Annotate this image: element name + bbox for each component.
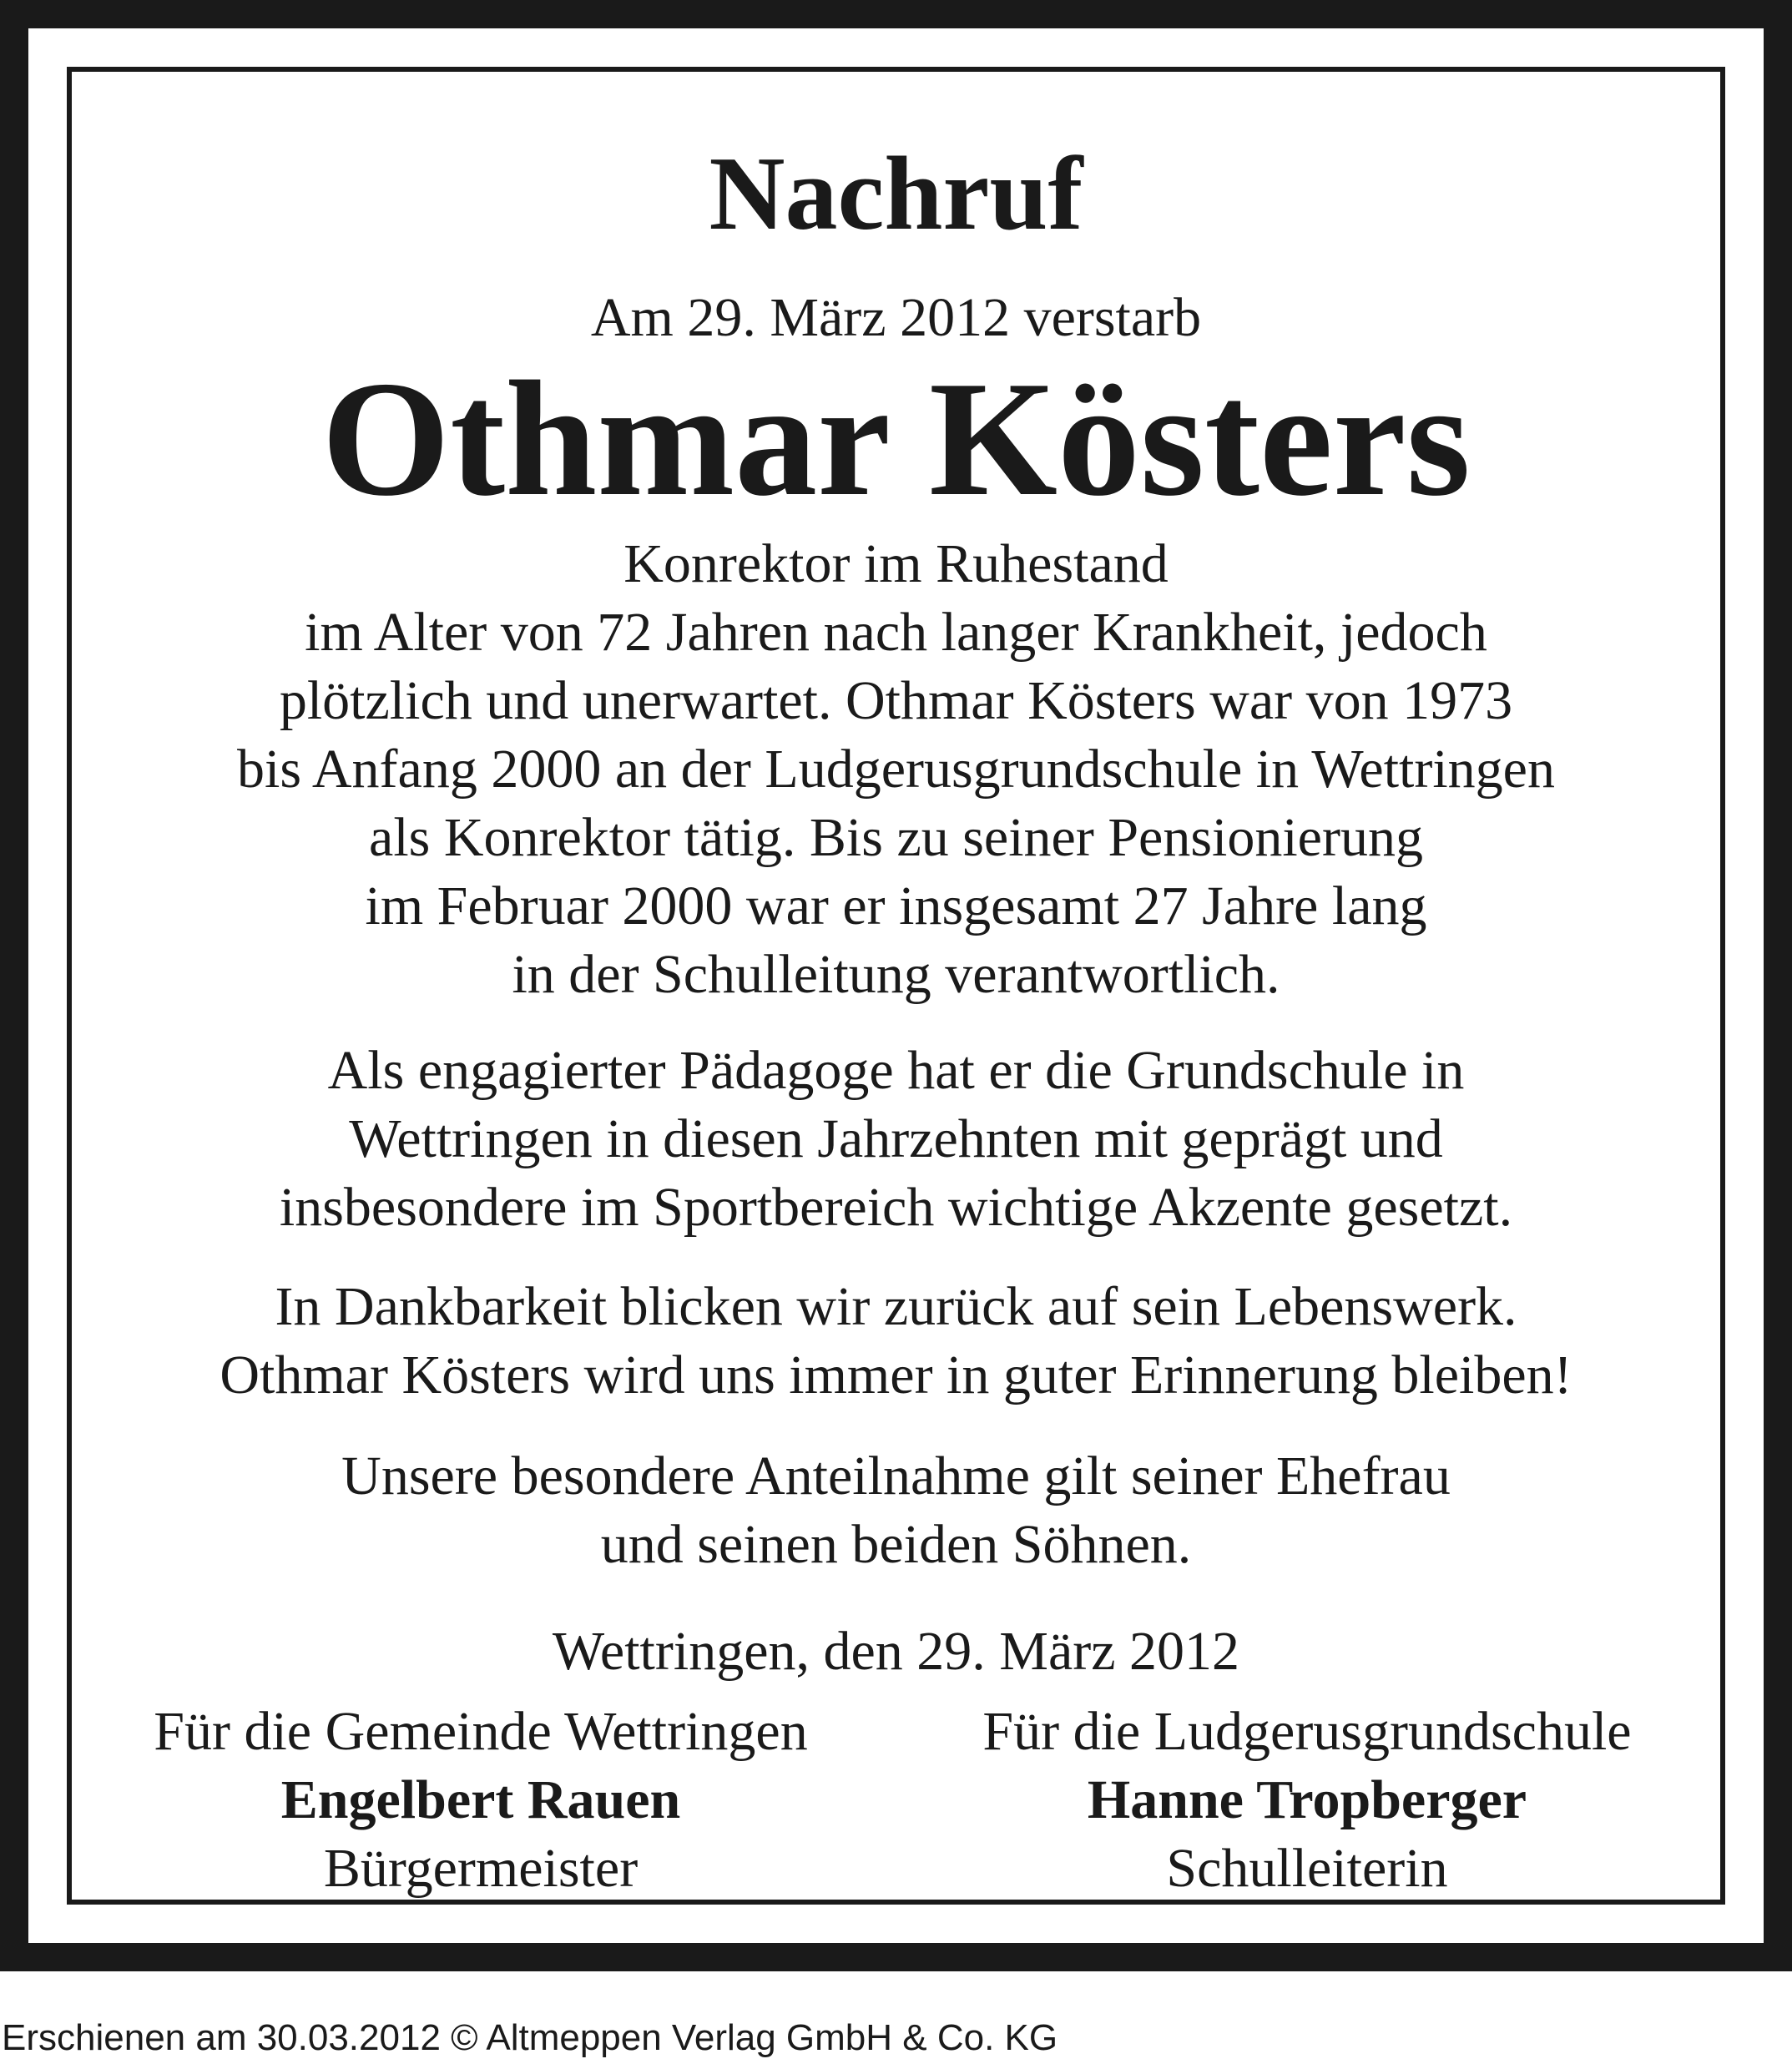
signature-role: Schulleiterin bbox=[1166, 1838, 1448, 1899]
paragraph-line: und seinen beiden Söhnen. bbox=[600, 1514, 1192, 1575]
death-date-intro: Am 29. März 2012 verstarb bbox=[590, 287, 1202, 348]
paragraph-line: bis Anfang 2000 an der Ludgerusgrundschule in Wettringen bbox=[237, 739, 1555, 800]
gratitude-paragraph bbox=[72, 1273, 1720, 1410]
paragraph-line: Wettringen in diesen Jahrzehnten mit geprägt und bbox=[349, 1108, 1443, 1169]
signature-name: Hanne Tropberger bbox=[1087, 1769, 1527, 1830]
signature-municipality bbox=[80, 1698, 881, 1903]
condolence-paragraph bbox=[72, 1442, 1720, 1579]
paragraph-line: als Konrektor tätig. Bis zu seiner Pensionierung bbox=[369, 807, 1423, 868]
paragraph-line: in der Schulleitung verantwortlich. bbox=[512, 944, 1280, 1005]
biography-paragraph bbox=[72, 530, 1720, 1009]
paragraph-line: Als engagierter Pädagoge hat er die Grundschule in bbox=[327, 1040, 1465, 1101]
paragraph-line: insbesondere im Sportbereich wichtige Akzente gesetzt. bbox=[279, 1177, 1513, 1238]
signature-role: Bürgermeister bbox=[323, 1838, 639, 1899]
paragraph-line: Unsere besondere Anteilnahme gilt seiner Ehefrau bbox=[341, 1446, 1451, 1506]
paragraph-line: im Alter von 72 Jahren nach langer Krankheit, jedoch bbox=[305, 602, 1487, 663]
paragraph-line: plötzlich und unerwartet. Othmar Kösters war von 1973 bbox=[279, 670, 1513, 731]
obituary-inner-frame bbox=[28, 28, 1764, 1943]
signature-organization: Für die Ludgerusgrundschule bbox=[982, 1701, 1632, 1762]
paragraph-line: Konrektor im Ruhestand bbox=[623, 533, 1169, 594]
signature-school bbox=[906, 1698, 1708, 1903]
paragraph-line: In Dankbarkeit blicken wir zurück auf sein Lebenswerk. bbox=[275, 1276, 1517, 1337]
signature-organization: Für die Gemeinde Wettringen bbox=[154, 1701, 808, 1762]
paragraph-line: Othmar Kösters wird uns immer in guter Erinnerung bleiben! bbox=[220, 1345, 1572, 1405]
publication-footer: Erschienen am 30.03.2012 © Altmeppen Verlag GmbH & Co. KG bbox=[2, 2017, 1058, 2058]
deceased-name: Othmar Kösters bbox=[321, 347, 1471, 530]
tribute-paragraph bbox=[72, 1037, 1720, 1242]
obituary-content-frame bbox=[67, 67, 1725, 1905]
signature-name: Engelbert Rauen bbox=[280, 1769, 681, 1830]
place-and-date: Wettringen, den 29. März 2012 bbox=[552, 1621, 1240, 1682]
obituary-title: Nachruf bbox=[709, 136, 1083, 252]
paragraph-line: im Februar 2000 war er insgesamt 27 Jahre lang bbox=[365, 876, 1427, 936]
